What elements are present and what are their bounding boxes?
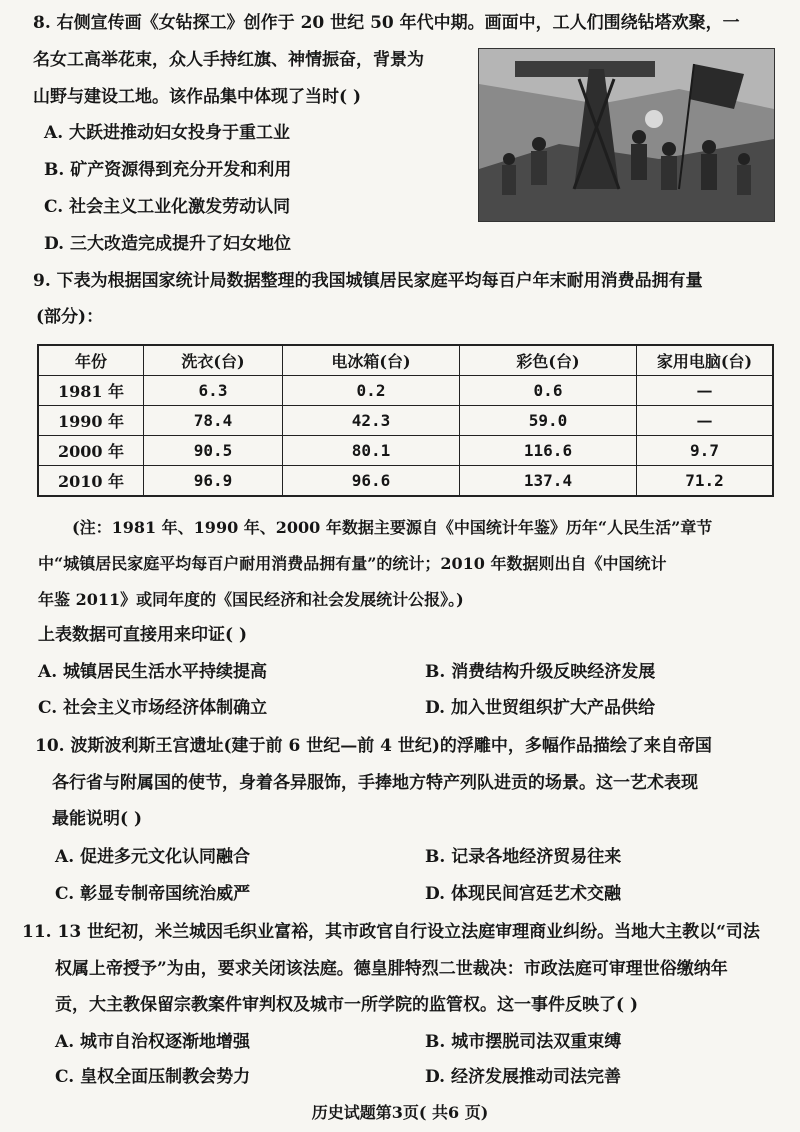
q8-stem-line2: 名女工高举花束，众人手持红旗、神情振奋，背景为 <box>33 50 424 70</box>
table-header-cell: 电冰箱(台) <box>283 345 460 376</box>
q9-note-line1: (注：1981 年、1990 年、2000 年数据主要源自《中国统计年鉴》历年“人民生活”章节 <box>72 518 713 537</box>
q11-option-b: B. 城市摆脱司法双重束缚 <box>425 1032 622 1052</box>
q8-option-a: A. 大跃进推动妇女投身于重工业 <box>44 123 291 143</box>
q9-stem-line2: (部分)： <box>36 307 104 327</box>
q10-stem-line2: 各行省与附属国的使节，身着各异服饰，手捧地方特产列队进贡的场景。这一艺术表现 <box>52 773 698 793</box>
propaganda-painting-image <box>478 48 775 222</box>
table-row <box>38 436 773 466</box>
q9-option-c: C. 社会主义市场经济体制确立 <box>38 698 268 718</box>
table-cell: — <box>637 406 774 436</box>
table-cell: 96.9 <box>144 466 283 497</box>
q9-note-line3: 年鉴 2011》或同年度的《国民经济和社会发展统计公报》。) <box>38 590 464 609</box>
table-cell: 0.2 <box>283 376 460 406</box>
q11-option-d: D. 经济发展推动司法完善 <box>425 1067 621 1087</box>
table-header-cell: 洗衣(台) <box>144 345 283 376</box>
q8-stem-line3: 山野与建设工地。该作品集中体现了当时( ) <box>33 87 362 107</box>
table-cell: 59.0 <box>460 406 637 436</box>
table-cell: 9.7 <box>637 436 774 466</box>
q11-stem-line3: 贡，大主教保留宗教案件审判权及城市一所学院的监管权。这一事件反映了( ) <box>55 995 639 1015</box>
q10-stem-line3: 最能说明( ) <box>52 809 143 829</box>
q9-option-b: B. 消费结构升级反映经济发展 <box>425 662 656 682</box>
table-cell: 116.6 <box>460 436 637 466</box>
q10-option-d: D. 体现民间宫廷艺术交融 <box>425 884 621 904</box>
table-cell: 90.5 <box>144 436 283 466</box>
q9-stem-line1: 9. 下表为根据国家统计局数据整理的我国城镇居民家庭平均每百户年末耐用消费品拥有量 <box>33 271 703 291</box>
q11-option-a: A. 城市自治权逐渐地增强 <box>55 1032 251 1052</box>
table-row <box>38 406 773 436</box>
durable-goods-table <box>37 344 774 497</box>
table-cell: — <box>637 376 774 406</box>
q9-option-a: A. 城镇居民生活水平持续提高 <box>38 662 268 682</box>
table-cell: 78.4 <box>144 406 283 436</box>
table-cell: 0.6 <box>460 376 637 406</box>
q8-option-b: B. 矿产资源得到充分开发和利用 <box>44 160 292 180</box>
q11-option-c: C. 皇权全面压制教会势力 <box>55 1067 251 1087</box>
q10-option-a: A. 促进多元文化认同融合 <box>55 847 251 867</box>
table-cell: 137.4 <box>460 466 637 497</box>
page-footer: 历史试题第3页( 共6 页) <box>311 1103 489 1122</box>
table-cell: 96.6 <box>283 466 460 497</box>
q8-option-c: C. 社会主义工业化激发劳动认同 <box>44 197 291 217</box>
q10-option-b: B. 记录各地经济贸易往来 <box>425 847 622 867</box>
q10-stem-line1: 10. 波斯波利斯王宫遗址(建于前 6 世纪—前 4 世纪)的浮雕中，多幅作品描绘了来自帝国 <box>35 736 712 756</box>
table-header-cell: 彩色(台) <box>460 345 637 376</box>
q10-option-c: C. 彰显专制帝国统治威严 <box>55 884 251 904</box>
q9-question-stem: 上表数据可直接用来印证( ) <box>38 625 248 645</box>
q11-stem-line2: 权属上帝授予”为由，要求关闭该法庭。德皇腓特烈二世裁决：市政法庭可审理世俗缴纳年 <box>55 959 728 979</box>
table-header-cell: 年份 <box>38 345 144 376</box>
table-cell: 6.3 <box>144 376 283 406</box>
table-row <box>38 466 773 497</box>
q8-option-d: D. 三大改造完成提升了妇女地位 <box>44 234 291 254</box>
table-row <box>38 376 773 406</box>
table-cell: 2010 年 <box>38 466 144 497</box>
table-cell: 1990 年 <box>38 406 144 436</box>
table-cell: 80.1 <box>283 436 460 466</box>
table-cell: 42.3 <box>283 406 460 436</box>
table-header-row <box>38 345 773 376</box>
q9-option-d: D. 加入世贸组织扩大产品供给 <box>425 698 655 718</box>
table-cell: 2000 年 <box>38 436 144 466</box>
q9-note-line2: 中“城镇居民家庭平均每百户耐用消费品拥有量”的统计；2010 年数据则出自《中国统计 <box>38 554 667 573</box>
table-header-cell: 家用电脑(台) <box>637 345 774 376</box>
q8-stem-line1: 8. 右侧宣传画《女钻探工》创作于 20 世纪 50 年代中期。画面中，工人们围绕钻塔欢聚，一 <box>33 13 740 33</box>
table-cell: 1981 年 <box>38 376 144 406</box>
table-cell: 71.2 <box>637 466 774 497</box>
q11-stem-line1: 11. 13 世纪初，米兰城因毛织业富裕，其市政官自行设立法庭审理商业纠纷。当地大主教以“司法 <box>22 922 760 942</box>
